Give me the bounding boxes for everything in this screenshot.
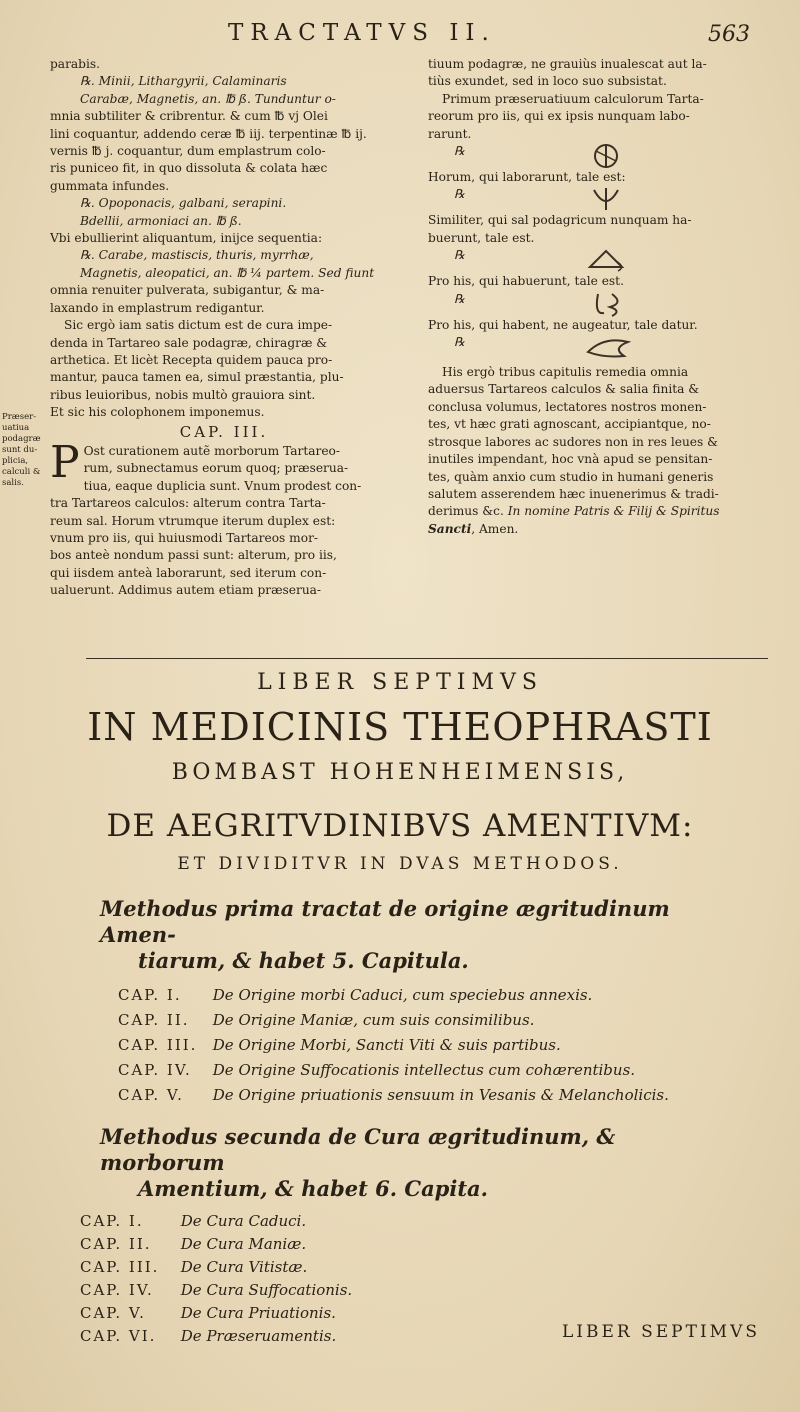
chapter-label: CAP. V. xyxy=(80,1304,146,1322)
symbol-glyph-icon xyxy=(428,143,784,169)
text-line: Magnetis, aleopatici, an. ℔ ¼ partem. Sed fiunt xyxy=(80,265,375,280)
chapter-title: De Cura Caduci. xyxy=(180,1212,307,1230)
recipe-icon: ℞ xyxy=(454,187,465,202)
margin-line: Præser- xyxy=(2,412,37,422)
text-line: tes, quàm anxio cum studio in humani generis xyxy=(428,469,714,484)
heading-line: Amentium, & habet 6. Capita. xyxy=(138,1176,488,1201)
text-line: Horum, qui laborarunt, tale est: xyxy=(428,170,626,185)
chapter-label: CAP. II. xyxy=(80,1235,152,1253)
chapter-entry xyxy=(118,1036,561,1054)
chapter-label: CAP. I. xyxy=(80,1212,144,1230)
chapter-entry xyxy=(80,1258,307,1276)
closing-line xyxy=(428,521,784,538)
text-line: tra Tartareos calculos: alterum contra Tarta- xyxy=(50,496,326,511)
text-line: gummata infundes. xyxy=(50,178,170,193)
chapter-title: De Præseruamentis. xyxy=(180,1327,337,1345)
recipe-icon: ℞ xyxy=(454,248,465,263)
text-line: ribus leuioribus, nobis multò grauiora sint. xyxy=(50,387,316,402)
drop-cap: P xyxy=(50,436,80,488)
closing-line xyxy=(428,503,784,520)
chapter-label: CAP. IV. xyxy=(80,1281,154,1299)
alchemical-symbol-3 xyxy=(428,247,784,273)
symbol-glyph-icon xyxy=(428,186,784,212)
margin-line: uatiua xyxy=(2,423,30,433)
title-line-2: IN MEDICINIS THEOPHRASTI xyxy=(87,705,713,749)
amen-text: , Amen. xyxy=(471,521,519,536)
chapter-entry xyxy=(80,1304,336,1322)
margin-note xyxy=(2,412,46,489)
text-line: bos anteè nondum passi sunt: alterum, pro iis, xyxy=(50,548,337,563)
title-line-5: ET DIVIDITVR IN DVAS METHODOS. xyxy=(177,854,623,874)
text-line: omnia renuiter pulverata, subigantur, & ma- xyxy=(50,283,325,298)
text-line: denda in Tartareo sale podagræ, chiragræ & xyxy=(50,335,328,350)
text-line: reum sal. Horum vtrumque iterum duplex est: xyxy=(50,513,336,528)
symbol-glyph-icon xyxy=(428,334,784,360)
text-line: buerunt, tale est. xyxy=(428,230,535,245)
chapter-label: CAP. V. xyxy=(118,1086,184,1104)
text-line: mnia subtiliter & cribrentur. & cum ℔ vj Olei xyxy=(50,109,328,124)
chapter-entry xyxy=(80,1212,306,1230)
text-line: tiùs exundet, sed in loco suo subsistat. xyxy=(428,74,667,89)
text-line: conclusa volumus, lectatores nostros monen- xyxy=(428,399,707,414)
chapter-heading: CAP. III. xyxy=(179,422,269,441)
text-line: Et sic his colophonem imponemus. xyxy=(50,405,265,420)
symbol-glyph-icon xyxy=(428,291,784,317)
text-line: arthetica. Et licèt Recepta quidem pauca pro- xyxy=(50,352,333,367)
text-line: His ergò tribus capitulis remedia omnia xyxy=(442,365,689,380)
chapter-label: CAP. III. xyxy=(118,1036,198,1054)
chapter-label: CAP. VI. xyxy=(80,1327,157,1345)
text-line: Vbi ebullierint aliquantum, inijce sequentia: xyxy=(50,231,323,246)
chapter-title: De Origine Suffocationis intellectus cum cohærentibus. xyxy=(212,1061,636,1079)
text-line: vernis ℔ j. coquantur, dum emplastrum colo- xyxy=(50,144,326,159)
text-line: Bdellii, armoniaci an. ℔ ß. xyxy=(80,213,242,228)
text-line: ℞. Opoponacis, galbani, serapini. xyxy=(80,196,287,211)
text-line: Similiter, qui sal podagricum nunquam ha- xyxy=(428,213,692,228)
chapter-entry xyxy=(118,1086,669,1104)
text-line: rum, subnectamus eorum quoq; præserua- xyxy=(83,461,349,476)
text-line: Primum præseruatiuum calculorum Tarta- xyxy=(442,91,704,106)
title-line-4: DE AEGRITVDINIBVS AMENTIVM: xyxy=(106,808,694,844)
text-line: lini coquantur, addendo ceræ ℔ iij. terpentinæ ℔ ij. xyxy=(50,126,367,141)
alchemical-symbol-1 xyxy=(428,143,784,169)
text-line: parabis. xyxy=(50,57,100,71)
text-line: Ost curationem autẽ morborum Tartareo- xyxy=(83,443,341,458)
margin-line: salis. xyxy=(2,478,24,488)
heading-line: tiarum, & habet 5. Capitula. xyxy=(138,948,469,973)
chapter-entry xyxy=(80,1235,306,1253)
invocation-text: Sancti xyxy=(428,521,472,536)
text-line: Pro his, qui habuerunt, tale est. xyxy=(428,274,624,289)
text-line: mantur, pauca tamen ea, simul præstantia, plu- xyxy=(50,370,344,385)
method-2-heading xyxy=(100,1124,740,1202)
chapter-title: De Cura Priuationis. xyxy=(180,1304,336,1322)
margin-line: podagræ xyxy=(2,434,41,444)
recipe-icon: ℞ xyxy=(454,335,465,350)
alchemical-symbol-5 xyxy=(428,334,784,360)
text-line: ris puniceo fit, in quo dissoluta & colata hæc xyxy=(50,161,328,176)
invocation-text: In nomine Patris & Filij & Spiritus xyxy=(507,504,720,519)
chapter-title: De Origine priuationis sensuum in Vesanis & Melancholicis. xyxy=(212,1086,669,1104)
text-line: aduersus Tartareos calculos & salia finita & xyxy=(428,382,700,397)
chapter-label: CAP. IV. xyxy=(118,1061,192,1079)
book-title: LIBER SEPTIMVS xyxy=(257,670,543,695)
left-column xyxy=(50,56,398,600)
chapter-title: De Origine Maniæ, cum suis consimilibus. xyxy=(212,1011,535,1029)
heading-line: Methodus secunda de Cura ægritudinum, & morborum xyxy=(100,1124,616,1175)
recipe-icon: ℞ xyxy=(454,291,465,306)
chapter-label: CAP. III. xyxy=(80,1258,160,1276)
alchemical-symbol-2 xyxy=(428,186,784,212)
chapter-entry xyxy=(80,1281,352,1299)
page-number: 563 xyxy=(708,22,750,47)
chapter-title: De Origine morbi Caduci, cum speciebus annexis. xyxy=(212,986,593,1004)
text-line: laxando in emplastrum redigantur. xyxy=(50,300,265,315)
chapter-title: De Cura Vitistæ. xyxy=(180,1258,308,1276)
catchword: LIBER SEPTIMVS xyxy=(562,1322,760,1342)
text-line: tiua, eaque duplicia sunt. Vnum prodest con- xyxy=(83,478,362,493)
text-line: ℞. Minii, Lithargyrii, Calaminaris xyxy=(80,74,287,89)
text-line: tiuum podagræ, ne grauiùs inualescat aut la- xyxy=(428,57,707,71)
heading-line: Methodus prima tractat de origine ægritudinum Amen- xyxy=(100,896,670,947)
margin-line: plicia, xyxy=(2,456,29,466)
margin-line: sunt du- xyxy=(2,445,38,455)
recipe-icon: ℞ xyxy=(454,144,465,159)
symbol-glyph-icon xyxy=(428,247,784,273)
method-1-heading xyxy=(100,896,740,974)
chapter-title: De Cura Maniæ. xyxy=(180,1235,307,1253)
text-line: ualuerunt. Addimus autem etiam præserua- xyxy=(50,583,322,598)
text-line: tes, vt hæc grati agnoscant, accipiantque, no- xyxy=(428,417,711,432)
text-line: Carabæ, Magnetis, an. ℔ ß. Tunduntur o- xyxy=(80,91,336,106)
margin-line: calculi & xyxy=(2,467,41,477)
title-line-3: BOMBAST HOHENHEIMENSIS, xyxy=(171,760,629,785)
text-line: reorum pro iis, qui ex ipsis nunquam labo- xyxy=(428,109,690,124)
chapter-label: CAP. I. xyxy=(118,986,182,1004)
alchemical-symbol-4 xyxy=(428,291,784,317)
chapter-entry xyxy=(118,1061,635,1079)
text-line: strosque labores ac sudores non in res leues & xyxy=(428,434,719,449)
text-line: qui iisdem anteà laborarunt, sed iterum con- xyxy=(50,565,327,580)
text-line: vnum pro iis, qui huiusmodi Tartareos mor- xyxy=(50,530,319,545)
chapter-label: CAP. II. xyxy=(118,1011,190,1029)
chapter-entry xyxy=(118,1011,534,1029)
text-fragment: derimus &c. xyxy=(428,504,504,519)
chapter-title: De Origine Morbi, Sancti Viti & suis partibus. xyxy=(212,1036,561,1054)
text-line: Pro his, qui habent, ne augeatur, tale datur. xyxy=(428,317,698,332)
text-line: salutem asserendem hæc inuenerimus & tradi- xyxy=(428,486,719,501)
chapter-entry xyxy=(118,986,592,1004)
text-line: inutiles impendant, hoc vnà apud se pensitan- xyxy=(428,452,713,467)
text-line: rarunt. xyxy=(428,126,472,141)
text-line: ℞. Carabe, mastiscis, thuris, myrrhæ, xyxy=(80,248,314,263)
right-column xyxy=(428,56,784,538)
text-line: Sic ergò iam satis dictum est de cura impe- xyxy=(64,318,333,333)
running-title: TRACTATVS II. xyxy=(228,20,496,46)
section-divider xyxy=(86,658,768,659)
chapter-title: De Cura Suffocationis. xyxy=(180,1281,353,1299)
chapter-entry xyxy=(80,1327,336,1345)
